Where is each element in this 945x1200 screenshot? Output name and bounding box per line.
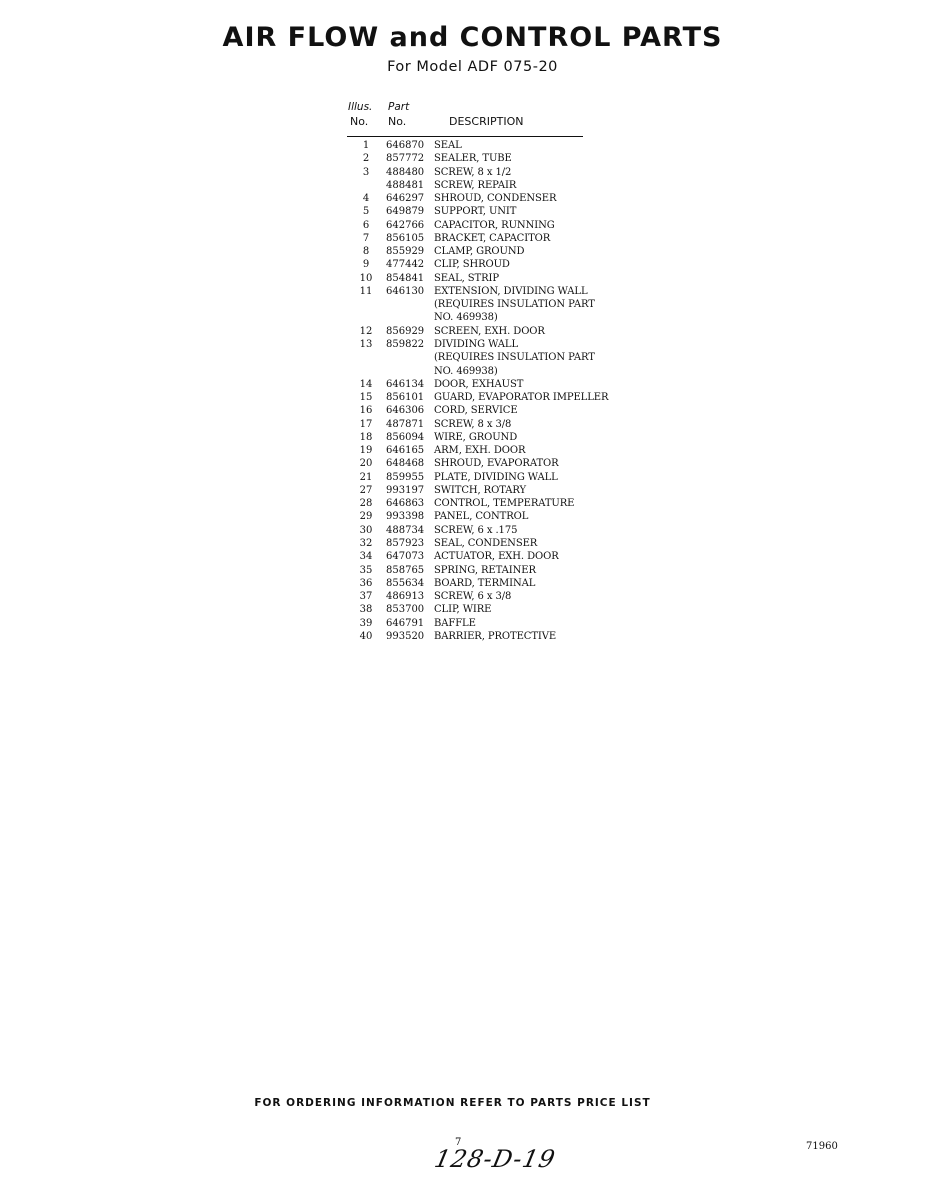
part-number: 648468 <box>386 458 425 470</box>
illus-no: 16 <box>359 405 373 417</box>
table-row <box>345 590 635 603</box>
part-number: 477442 <box>386 259 425 271</box>
part-description: (REQUIRES INSULATION PART <box>434 299 595 311</box>
part-description: SEAL, STRIP <box>434 272 499 284</box>
table-row <box>345 152 635 165</box>
part-description: SHROUD, CONDENSER <box>434 193 557 205</box>
part-number: 993197 <box>386 484 425 496</box>
illus-no: 4 <box>362 193 370 205</box>
illus-no: 15 <box>359 392 373 404</box>
part-description: SCREW, 6 x 3/8 <box>434 591 512 603</box>
illus-no: 11 <box>359 285 373 297</box>
illus-no: 21 <box>359 471 373 483</box>
table-row <box>345 258 635 271</box>
table-row <box>345 617 635 630</box>
table-row <box>345 192 635 205</box>
part-number: 993398 <box>386 511 425 523</box>
part-number: 858765 <box>386 564 425 576</box>
table-row <box>345 391 635 404</box>
part-description: CORD, SERVICE <box>434 405 518 417</box>
table-header-row-2 <box>345 115 635 132</box>
part-description: NO. 469938) <box>434 312 498 324</box>
page-number: 7 <box>455 1137 462 1148</box>
illus-no: 3 <box>362 166 370 178</box>
illus-no: 34 <box>359 551 373 563</box>
table-row <box>345 179 635 192</box>
part-description: BOARD, TERMINAL <box>434 577 536 589</box>
illus-no: 40 <box>359 630 373 642</box>
table-row <box>345 577 635 590</box>
part-number: 853700 <box>386 604 425 616</box>
illus-no: 39 <box>359 617 373 629</box>
illus-no: 5 <box>362 206 370 218</box>
part-number: 646870 <box>386 140 425 151</box>
table-row <box>345 418 635 431</box>
part-number: 486913 <box>386 591 425 603</box>
table-row <box>345 285 635 298</box>
table-row <box>345 325 635 338</box>
illus-no: 20 <box>359 458 373 470</box>
part-description: CLIP, SHROUD <box>434 259 510 271</box>
part-number: 487871 <box>386 418 425 430</box>
part-description: DIVIDING WALL <box>434 338 519 350</box>
part-description: NO. 469938) <box>434 365 498 377</box>
handwritten-note: 128-D-19 <box>432 1145 559 1173</box>
illus-no: 12 <box>359 325 373 337</box>
illus-no: 18 <box>359 431 373 443</box>
parts-table <box>345 101 635 642</box>
illus-no: 17 <box>359 418 373 430</box>
table-row <box>345 457 635 470</box>
illus-no: 8 <box>362 246 370 258</box>
part-number: 856105 <box>386 232 425 244</box>
table-row <box>345 166 635 179</box>
part-number: 646165 <box>386 445 425 457</box>
table-row <box>345 139 635 152</box>
part-description: CAPACITOR, RUNNING <box>434 219 555 231</box>
illus-no: 10 <box>359 272 373 284</box>
part-number: 859955 <box>386 471 425 483</box>
illus-no: 2 <box>362 153 370 165</box>
part-description: ARM, EXH. DOOR <box>434 445 526 457</box>
part-description: CONTROL, TEMPERATURE <box>434 498 575 510</box>
part-number: 856094 <box>386 431 425 443</box>
table-row <box>345 431 635 444</box>
part-number: 854841 <box>386 272 425 284</box>
model-subtitle: For Model ADF 075-20 <box>387 59 558 75</box>
table-row <box>345 603 635 616</box>
table-row <box>345 404 635 417</box>
part-header: Part <box>388 101 410 113</box>
illus-no: 37 <box>359 591 373 603</box>
part-description: SCREW, 8 x 1/2 <box>434 166 512 178</box>
illus-no-header: No. <box>350 115 369 128</box>
part-number: 646134 <box>386 378 425 390</box>
part-number: 859822 <box>386 338 425 350</box>
illus-no: 14 <box>359 378 373 390</box>
table-header-row-1 <box>345 101 635 115</box>
table-row <box>345 298 635 311</box>
table-row <box>345 232 635 245</box>
illus-no: 29 <box>359 511 373 523</box>
part-description: SCREW, 6 x .175 <box>434 524 518 536</box>
part-description: PANEL, CONTROL <box>434 511 529 523</box>
table-row <box>345 537 635 550</box>
table-row <box>345 497 635 510</box>
table-row <box>345 205 635 218</box>
table-row <box>345 351 635 364</box>
table-row <box>345 524 635 537</box>
illus-no: 6 <box>362 219 370 231</box>
part-number: 642766 <box>386 219 425 231</box>
part-description: CLAMP, GROUND <box>434 246 525 258</box>
part-description: SEAL, CONDENSER <box>434 537 538 549</box>
table-row <box>345 564 635 577</box>
table-row <box>345 365 635 378</box>
part-number: 646791 <box>386 617 425 629</box>
part-description: SEALER, TUBE <box>434 153 512 165</box>
part-description: SEAL <box>434 140 462 151</box>
illus-no: 36 <box>359 577 373 589</box>
table-row <box>345 338 635 351</box>
part-number: 647073 <box>386 551 425 563</box>
part-description: DOOR, EXHAUST <box>434 378 524 390</box>
part-number: 646297 <box>386 193 425 205</box>
part-number: 646863 <box>386 498 425 510</box>
part-number: 856929 <box>386 325 425 337</box>
part-description: SHROUD, EVAPORATOR <box>434 458 559 470</box>
table-body <box>345 139 635 643</box>
part-description: SCREW, 8 x 3/8 <box>434 418 512 430</box>
part-description: (REQUIRES INSULATION PART <box>434 352 595 364</box>
description-header: DESCRIPTION <box>449 115 524 128</box>
part-description: BARRIER, PROTECTIVE <box>434 630 557 642</box>
part-description: BAFFLE <box>434 617 476 629</box>
part-number: 649879 <box>386 206 425 218</box>
table-row <box>345 550 635 563</box>
table-row <box>345 510 635 523</box>
table-row <box>345 378 635 391</box>
part-description: SCREW, REPAIR <box>434 179 517 191</box>
part-number: 488480 <box>386 166 425 178</box>
illus-header: Illus. <box>348 101 373 113</box>
part-number: 855634 <box>386 577 425 589</box>
illus-no: 7 <box>362 232 370 244</box>
illus-no: 13 <box>359 338 373 350</box>
illus-no: 1 <box>362 140 370 151</box>
part-number: 857772 <box>386 153 425 165</box>
illus-no: 9 <box>362 259 370 271</box>
illus-no: 38 <box>359 604 373 616</box>
header-rule <box>347 136 583 137</box>
part-number: 488481 <box>386 179 425 191</box>
part-description: SUPPORT, UNIT <box>434 206 517 218</box>
part-description: ACTUATOR, EXH. DOOR <box>434 551 559 563</box>
doc-code: 71960 <box>806 1141 838 1152</box>
table-row <box>345 630 635 643</box>
part-number: 993520 <box>386 630 425 642</box>
part-description: WIRE, GROUND <box>434 431 518 443</box>
part-description: EXTENSION, DIVIDING WALL <box>434 285 588 297</box>
table-row <box>345 245 635 258</box>
table-row <box>345 484 635 497</box>
part-description: BRACKET, CAPACITOR <box>434 232 551 244</box>
illus-no: 28 <box>359 498 373 510</box>
illus-no: 19 <box>359 445 373 457</box>
part-no-header: No. <box>388 115 407 128</box>
part-number: 857923 <box>386 537 425 549</box>
illus-no: 32 <box>359 537 373 549</box>
part-number: 488734 <box>386 524 425 536</box>
table-row <box>345 311 635 324</box>
part-description: PLATE, DIVIDING WALL <box>434 471 558 483</box>
part-description: SWITCH, ROTARY <box>434 484 526 496</box>
part-description: SPRING, RETAINER <box>434 564 536 576</box>
table-row <box>345 272 635 285</box>
part-number: 646306 <box>386 405 425 417</box>
table-row <box>345 471 635 484</box>
part-number: 856101 <box>386 392 425 404</box>
illus-no: 35 <box>359 564 373 576</box>
part-number: 646130 <box>386 285 425 297</box>
page-title: AIR FLOW and CONTROL PARTS <box>222 22 723 53</box>
part-number: 855929 <box>386 246 425 258</box>
part-description: GUARD, EVAPORATOR IMPELLER <box>434 392 609 404</box>
part-description: CLIP, WIRE <box>434 604 492 616</box>
table-row <box>345 444 635 457</box>
illus-no: 27 <box>359 484 373 496</box>
ordering-note: FOR ORDERING INFORMATION REFER TO PARTS PRICE LIST <box>254 1097 651 1109</box>
illus-no: 30 <box>359 524 373 536</box>
part-description: SCREEN, EXH. DOOR <box>434 325 545 337</box>
table-row <box>345 219 635 232</box>
